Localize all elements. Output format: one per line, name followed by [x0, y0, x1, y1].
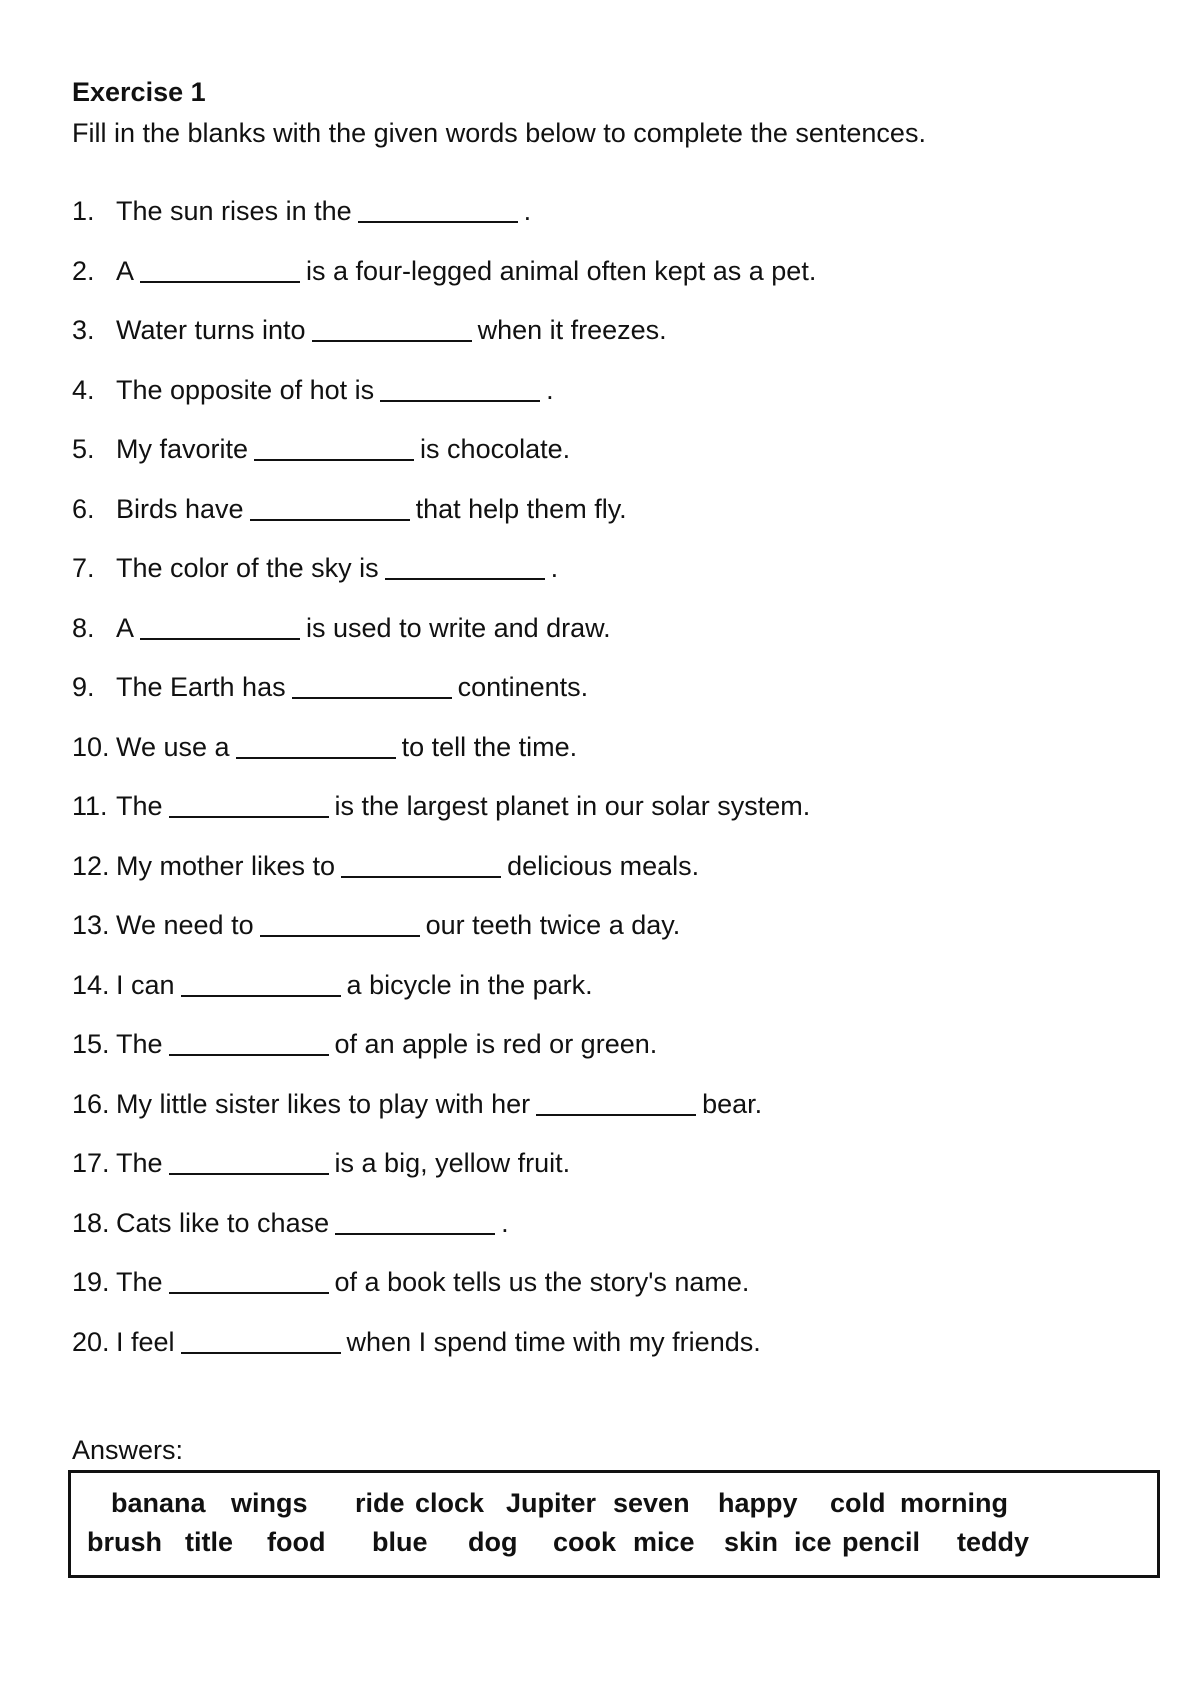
question-number: 13.: [72, 910, 110, 940]
question-item: [72, 1145, 816, 1205]
question-text-after: is the largest planet in our solar system.: [334, 791, 811, 821]
question-number: 7.: [72, 553, 95, 583]
question-item: [72, 1264, 816, 1324]
question-text-before: My mother likes to: [116, 850, 336, 881]
question-item: [72, 372, 816, 432]
question-item: [72, 610, 816, 670]
answer-word: cook: [553, 1527, 617, 1557]
question-number: 20.: [72, 1326, 110, 1357]
answer-word: title: [185, 1527, 234, 1557]
answer-word: ice: [794, 1527, 832, 1557]
question-text-after: of an apple is red or green.: [334, 1029, 658, 1059]
question-number: 15.: [72, 1029, 110, 1059]
answer-blank: [254, 431, 414, 461]
question-item: [72, 193, 816, 253]
answer-word: blue: [372, 1527, 428, 1557]
answer-blank: [341, 848, 501, 878]
answer-word-bank: [68, 1470, 1160, 1578]
answer-row: [71, 1524, 1157, 1560]
question-text-before: The color of the sky is: [116, 553, 379, 583]
answer-word: teddy: [957, 1527, 1030, 1557]
question-text-after: a bicycle in the park.: [346, 969, 593, 1000]
question-item: [72, 967, 816, 1027]
question-item: [72, 1086, 816, 1146]
question-text-after: is chocolate.: [420, 434, 571, 464]
answer-word: clock: [415, 1488, 485, 1518]
question-number: 19.: [72, 1267, 110, 1297]
question-number: 12.: [72, 850, 110, 881]
answer-word: cold: [830, 1488, 886, 1518]
question-text-before: The: [116, 791, 163, 821]
question-number: 14.: [72, 969, 110, 1000]
question-number: 16.: [72, 1088, 110, 1119]
question-item: [72, 907, 816, 967]
question-text-before: A: [116, 612, 135, 643]
question-item: [72, 1324, 816, 1384]
answer-blank: [236, 729, 396, 759]
question-number: 11.: [72, 791, 108, 821]
question-text-after: .: [546, 374, 554, 405]
question-list: [72, 193, 816, 1383]
question-item: [72, 491, 816, 551]
answer-blank: [536, 1086, 696, 1116]
question-text-before: Water turns into: [116, 315, 306, 345]
question-text-before: A: [116, 255, 135, 286]
answers-label: Answers:: [72, 1435, 184, 1465]
question-text-after: bear.: [702, 1088, 763, 1119]
answer-blank: [140, 253, 300, 283]
question-number: 6.: [72, 493, 95, 524]
answer-word: ride: [355, 1488, 405, 1518]
question-number: 2.: [72, 255, 95, 286]
answer-blank: [260, 907, 420, 937]
question-text-before: Cats like to chase: [116, 1207, 330, 1238]
question-text-before: The: [116, 1148, 163, 1178]
question-item: [72, 550, 816, 610]
question-text-before: My favorite: [116, 434, 249, 464]
question-text-after: when I spend time with my friends.: [346, 1326, 761, 1357]
answer-blank: [181, 967, 341, 997]
answer-blank: [169, 1026, 329, 1056]
answer-word: skin: [724, 1527, 779, 1557]
question-item: [72, 1026, 816, 1086]
question-text-before: The Earth has: [116, 672, 286, 702]
question-text-before: Birds have: [116, 493, 244, 524]
answer-word: morning: [900, 1488, 1008, 1518]
question-text-before: The sun rises in the: [116, 196, 352, 226]
question-text-after: to tell the time.: [401, 731, 578, 762]
answer-blank: [181, 1324, 341, 1354]
question-item: [72, 253, 816, 313]
question-text-after: when it freezes.: [477, 315, 667, 345]
answer-word: food: [267, 1527, 326, 1557]
question-item: [72, 669, 816, 729]
question-text-before: I can: [116, 969, 175, 1000]
exercise-title: Exercise 1: [72, 77, 206, 107]
question-text-after: continents.: [457, 672, 589, 702]
answer-blank: [169, 1145, 329, 1175]
question-item: [72, 431, 816, 491]
answer-blank: [358, 193, 518, 223]
question-item: [72, 788, 816, 848]
answer-word: happy: [718, 1488, 798, 1518]
answer-blank: [250, 491, 410, 521]
question-number: 3.: [72, 315, 95, 345]
question-text-before: The: [116, 1029, 163, 1059]
answer-blank: [140, 610, 300, 640]
question-text-after: delicious meals.: [507, 850, 700, 881]
exercise-instructions: Fill in the blanks with the given words below to complete the sentences.: [72, 118, 926, 148]
answer-word: brush: [87, 1527, 163, 1557]
question-text-after: .: [523, 196, 532, 226]
question-number: 9.: [72, 672, 95, 702]
question-text-after: is a four-legged animal often kept as a pet.: [306, 255, 817, 286]
question-item: [72, 1205, 816, 1265]
answer-word: banana: [111, 1488, 206, 1518]
question-text-after: is a big, yellow fruit.: [334, 1148, 571, 1178]
answer-blank: [312, 312, 472, 342]
question-text-before: I feel: [116, 1326, 175, 1357]
question-text-before: The: [116, 1267, 163, 1297]
answer-word: Jupiter: [506, 1488, 597, 1518]
question-item: [72, 729, 816, 789]
question-number: 1.: [72, 196, 95, 226]
question-text-before: The opposite of hot is: [116, 374, 375, 405]
question-text-after: that help them fly.: [415, 493, 627, 524]
answer-blank: [169, 788, 329, 818]
question-text-after: of a book tells us the story's name.: [334, 1267, 750, 1297]
answer-row: [71, 1485, 1157, 1521]
answer-blank: [380, 372, 540, 402]
question-text-after: .: [501, 1207, 509, 1238]
question-number: 18.: [72, 1207, 110, 1238]
question-text-after: our teeth twice a day.: [425, 910, 681, 940]
answer-blank: [292, 669, 452, 699]
question-text-after: .: [550, 553, 559, 583]
answer-word: pencil: [842, 1527, 921, 1557]
question-text-before: We need to: [116, 910, 254, 940]
answer-word: wings: [231, 1488, 308, 1518]
answer-word: dog: [468, 1527, 518, 1557]
question-text-before: My little sister likes to play with her: [116, 1088, 531, 1119]
question-number: 10.: [72, 731, 110, 762]
answer-blank: [385, 550, 545, 580]
question-text-after: is used to write and draw.: [306, 612, 611, 643]
answer-word: mice: [633, 1527, 695, 1557]
question-item: [72, 848, 816, 908]
question-number: 17.: [72, 1148, 110, 1178]
question-number: 8.: [72, 612, 95, 643]
question-item: [72, 312, 816, 372]
answer-word: seven: [613, 1488, 690, 1518]
question-number: 4.: [72, 374, 95, 405]
answer-blank: [169, 1264, 329, 1294]
answer-blank: [335, 1205, 495, 1235]
question-text-before: We use a: [116, 731, 230, 762]
question-number: 5.: [72, 434, 95, 464]
